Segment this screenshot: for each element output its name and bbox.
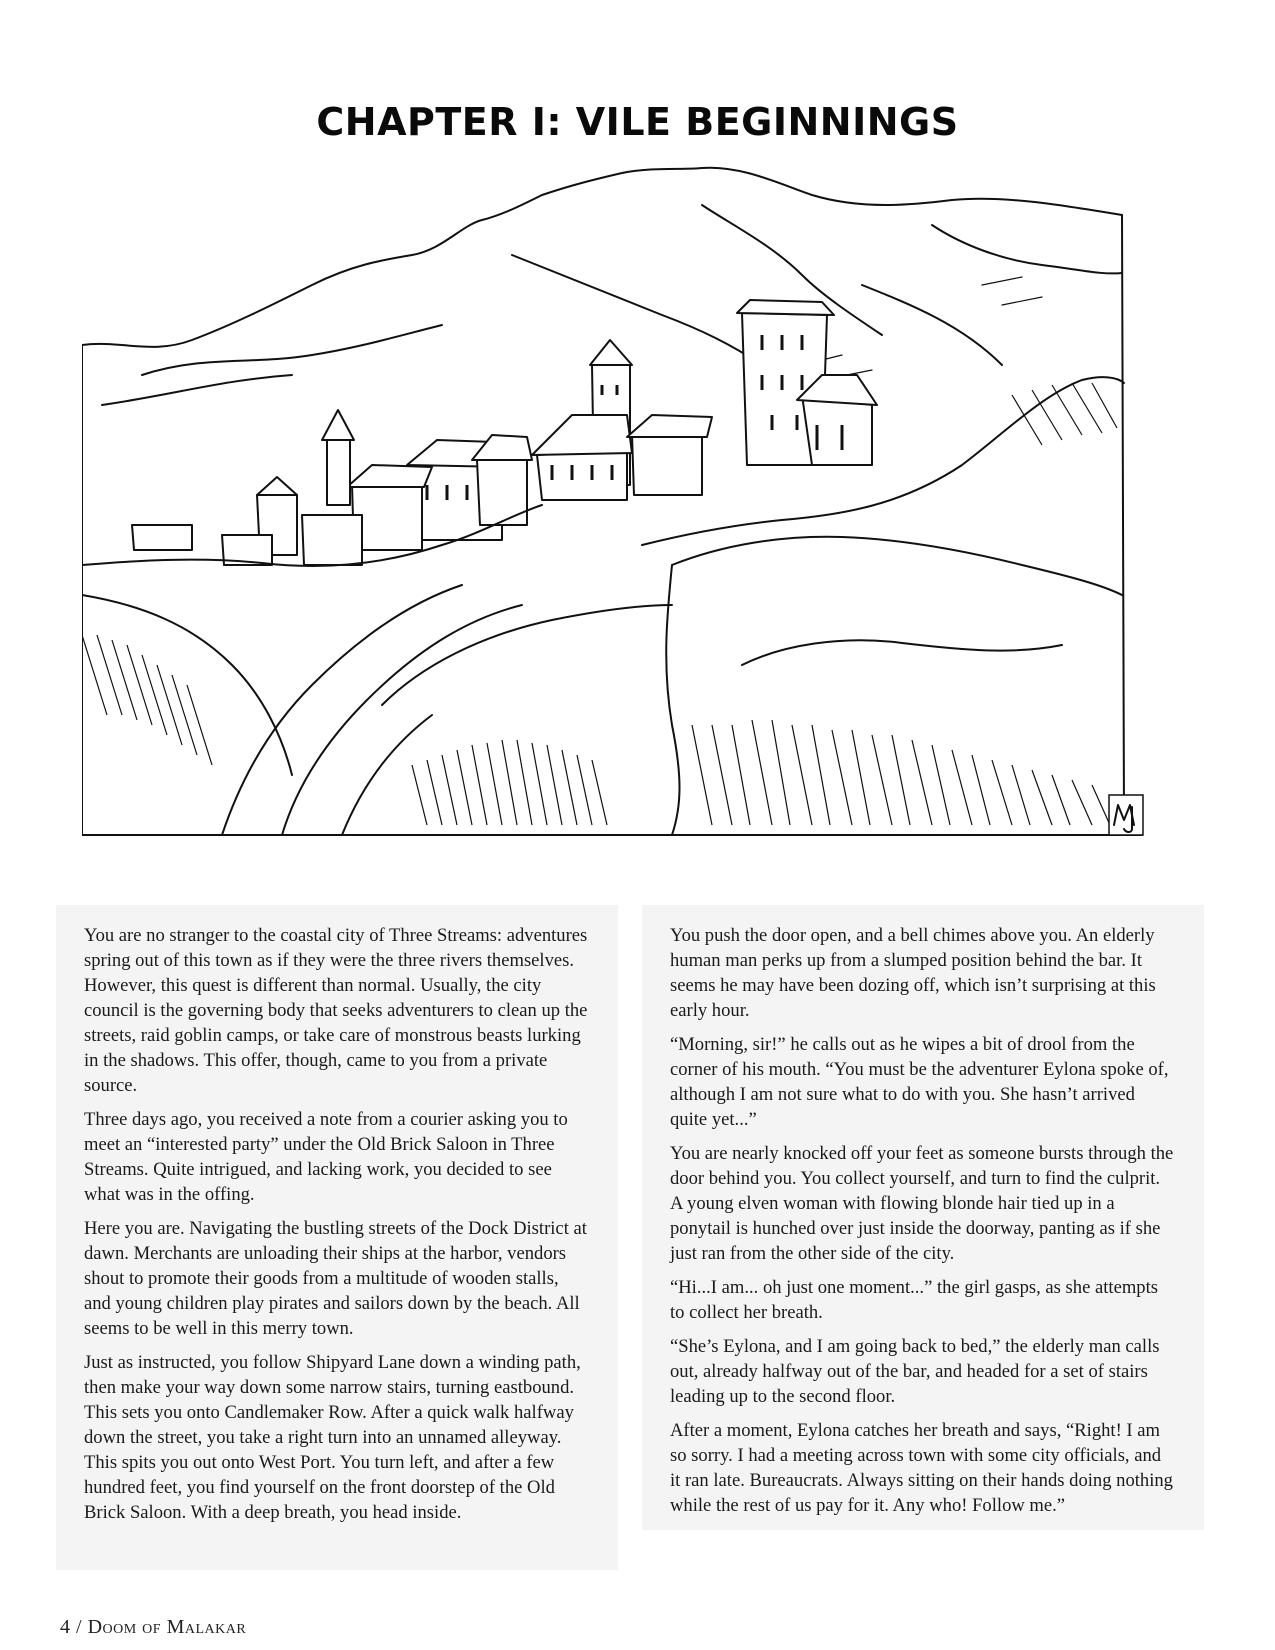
chapter-title: CHAPTER I: VILE BEGINNINGS: [316, 100, 959, 144]
artist-monogram: [1109, 795, 1143, 835]
paragraph: “Morning, sir!” he calls out as he wipes a bit of drool from the corner of his mouth. “You must be the adventurer Eylona spoke of, although I am not sure what to do with you. She hasn’t arrived quite yet...”: [670, 1034, 1169, 1130]
paragraph: Just as instructed, you follow Shipyard Lane down a winding path, then make your way down some narrow stairs, turning eastbound. This sets you onto Candlemaker Row. After a quick walk halfway down the street, you take a right turn into an unnamed alleyway. This spits you out onto West Port. You turn left, and after a few hundred feet, you find yourself on the front doorstep of the Old Brick Saloon. With a deep breath, you head inside.: [84, 1352, 581, 1523]
left-text-column: [56, 905, 618, 1570]
page-footer: [60, 1616, 246, 1639]
paragraph: After a moment, Eylona catches her breath and says, “Right! I am so sorry. I had a meeting across town with some city officials, and it ran late. Bureaucrats. Always sitting on their hands doing nothing while the rest of us pay for it. Any who! Follow me.”: [670, 1420, 1173, 1516]
footer-separator: /: [76, 1616, 83, 1638]
paragraph: You push the door open, and a bell chimes above you. An elderly human man perks up from a slumped position behind the bar. It seems he may have been dozing off, which isn’t surprising at this early hour.: [670, 925, 1156, 1021]
paragraph: “She’s Eylona, and I am going back to bed,” the elderly man calls out, already halfway out of the bar, and headed for a set of stairs leading up to the second floor.: [670, 1336, 1160, 1407]
town-landscape-illustration: [82, 165, 1207, 890]
paragraph: Three days ago, you received a note from a courier asking you to meet an “interested party” under the Old Brick Saloon in Three Streams. Quite intrigued, and lacking work, you decided to see what was in the offing.: [84, 1109, 568, 1205]
paragraph: You are no stranger to the coastal city of Three Streams: adventures spring out of this town as if they were the three rivers themselves. However, this quest is different than normal. Usually, the city council is the governing body that seeks adventurers to clean up the streets, raid goblin camps, or take care of monstrous beasts lurking in the shadows. This offer, though, came to you from a private source.: [84, 925, 588, 1096]
right-text-column: [642, 905, 1204, 1530]
paragraph: You are nearly knocked off your feet as someone bursts through the door behind you. You collect yourself, and turn to find the culprit. A young elven woman with flowing blonde hair tied up in a ponytail is hunched over just inside the doorway, panting as if she just ran from the other side of the city.: [670, 1143, 1174, 1264]
paragraph: Here you are. Navigating the bustling streets of the Dock District at dawn. Merchants are unloading their ships at the harbor, vendors shout to promote their goods from a multitude of wooden stalls, and young children play pirates and sailors down by the beach. All seems to be well in this merry town.: [84, 1218, 587, 1339]
page-number: 4: [60, 1616, 71, 1638]
book-title: Doom of Malakar: [87, 1616, 247, 1638]
paragraph: “Hi...I am... oh just one moment...” the girl gasps, as she attempts to collect her breath.: [670, 1277, 1158, 1323]
